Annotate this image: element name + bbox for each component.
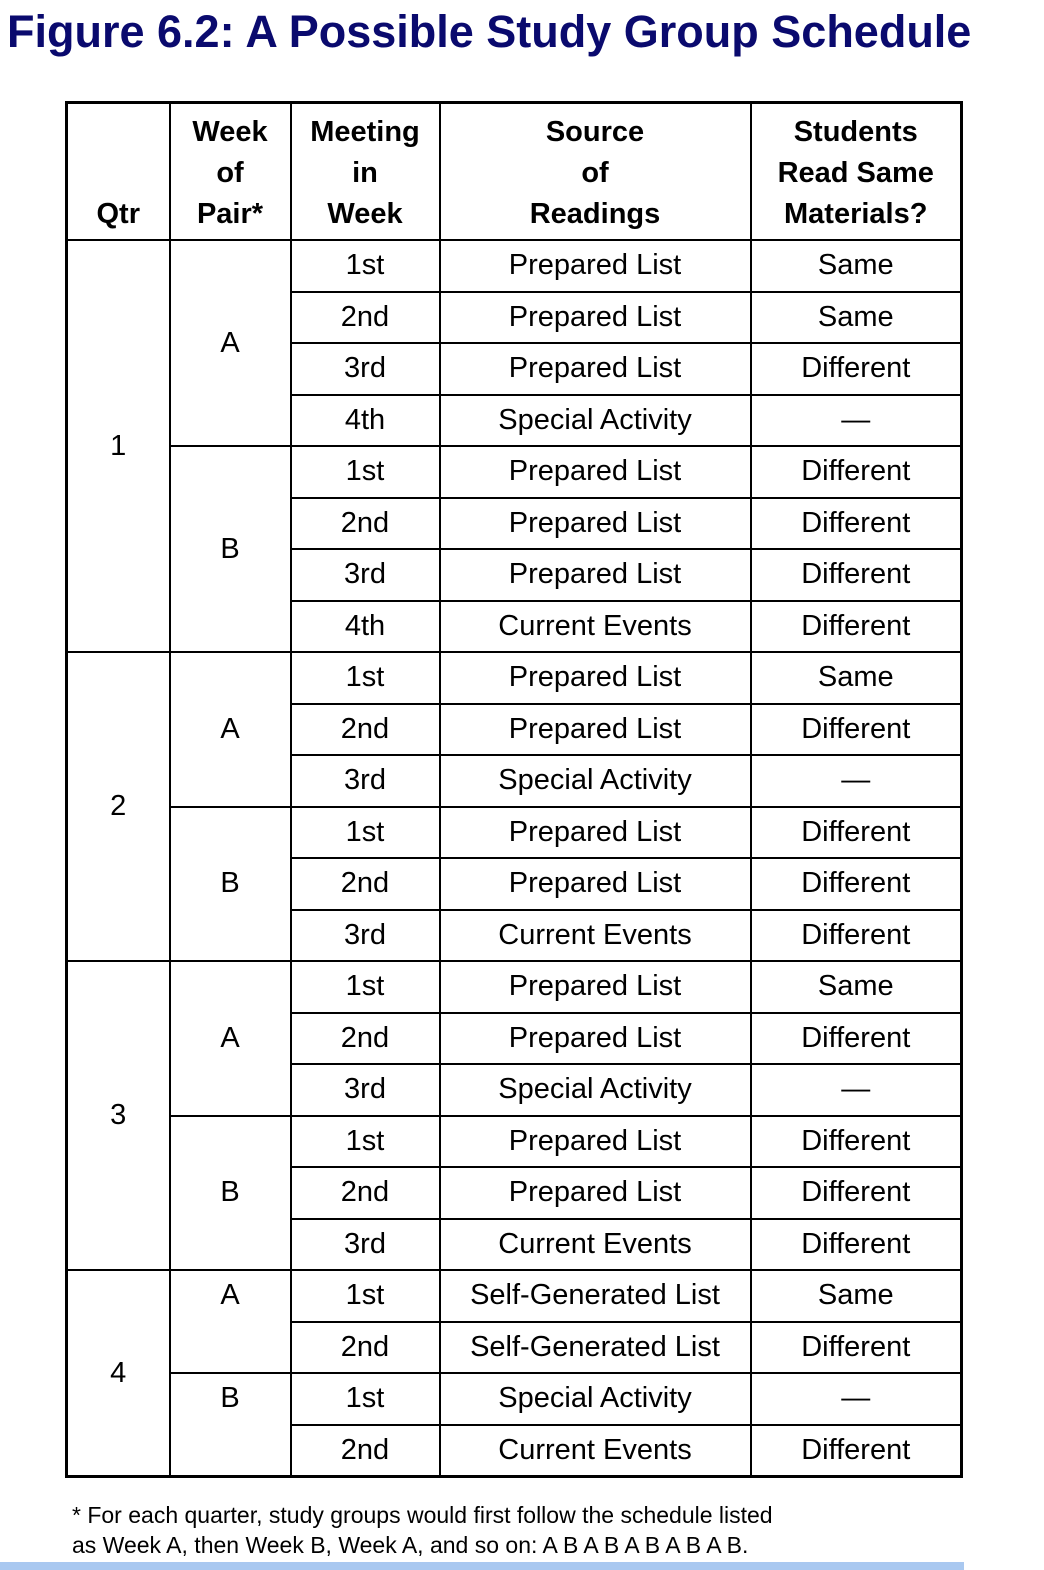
week-of-pair-cell: B [170,446,291,652]
meeting-cell: 1st [291,1270,440,1322]
meeting-cell: 3rd [291,343,440,395]
meeting-cell: 4th [291,601,440,653]
header-meeting-in-week: Meeting in Week [291,103,440,241]
meeting-cell: 3rd [291,910,440,962]
source-cell: Prepared List [440,292,751,344]
table-row [67,1270,962,1322]
meeting-cell: 4th [291,395,440,447]
meeting-cell: 2nd [291,858,440,910]
table-row [67,1116,962,1168]
meeting-cell: 2nd [291,498,440,550]
week-of-pair-cell: A [170,652,291,807]
source-cell: Prepared List [440,498,751,550]
same-materials-cell: Different [751,858,962,910]
source-cell: Special Activity [440,395,751,447]
quarter-cell: 1 [67,240,170,652]
table-row [67,807,962,859]
same-materials-cell: — [751,1064,962,1116]
meeting-cell: 1st [291,1116,440,1168]
bottom-bar [0,1562,964,1570]
week-of-pair-cell: B [170,807,291,962]
source-cell: Prepared List [440,343,751,395]
meeting-cell: 2nd [291,1013,440,1065]
same-materials-cell: Different [751,1167,962,1219]
same-materials-cell: — [751,1373,962,1425]
meeting-cell: 2nd [291,1425,440,1477]
same-materials-cell: Different [751,910,962,962]
meeting-cell: 1st [291,807,440,859]
source-cell: Self-Generated List [440,1322,751,1374]
header-qtr: Qtr [67,103,170,241]
same-materials-cell: Different [751,807,962,859]
quarter-cell: 2 [67,652,170,961]
table-row [67,1373,962,1425]
meeting-cell: 2nd [291,1167,440,1219]
week-of-pair-cell: A [170,961,291,1116]
meeting-cell: 3rd [291,549,440,601]
header-row [67,103,962,241]
source-cell: Prepared List [440,446,751,498]
source-cell: Special Activity [440,755,751,807]
source-cell: Prepared List [440,1167,751,1219]
meeting-cell: 3rd [291,1219,440,1271]
meeting-cell: 1st [291,652,440,704]
week-of-pair-cell: B [170,1373,291,1477]
table-row [67,652,962,704]
header-week-of-pair: Week of Pair* [170,103,291,241]
source-cell: Special Activity [440,1064,751,1116]
same-materials-cell: Different [751,1322,962,1374]
header-source-of-readings: Source of Readings [440,103,751,241]
same-materials-cell: Different [751,343,962,395]
table-row [67,446,962,498]
meeting-cell: 1st [291,961,440,1013]
source-cell: Prepared List [440,961,751,1013]
week-of-pair-cell: A [170,240,291,446]
footnote-line: * For each quarter, study groups would first follow the schedule listed [72,1502,773,1528]
quarter-cell: 3 [67,961,170,1270]
footnote [72,1500,773,1560]
meeting-cell: 1st [291,446,440,498]
table-row [67,240,962,292]
same-materials-cell: Different [751,498,962,550]
source-cell: Current Events [440,1425,751,1477]
table-row [67,961,962,1013]
same-materials-cell: Same [751,1270,962,1322]
figure-title: Figure 6.2: A Possible Study Group Schedule [7,6,972,57]
source-cell: Prepared List [440,807,751,859]
meeting-cell: 2nd [291,704,440,756]
same-materials-cell: Different [751,446,962,498]
same-materials-cell: Same [751,961,962,1013]
meeting-cell: 1st [291,1373,440,1425]
source-cell: Current Events [440,910,751,962]
source-cell: Self-Generated List [440,1270,751,1322]
same-materials-cell: Different [751,549,962,601]
header-students-read-same: Students Read Same Materials? [751,103,962,241]
source-cell: Prepared List [440,858,751,910]
source-cell: Prepared List [440,704,751,756]
same-materials-cell: Same [751,652,962,704]
schedule-body [67,240,962,1477]
schedule-table [65,101,963,1478]
source-cell: Special Activity [440,1373,751,1425]
source-cell: Prepared List [440,1116,751,1168]
same-materials-cell: Different [751,601,962,653]
meeting-cell: 3rd [291,755,440,807]
same-materials-cell: Different [751,1219,962,1271]
week-of-pair-cell: A [170,1270,291,1373]
same-materials-cell: — [751,395,962,447]
source-cell: Current Events [440,601,751,653]
quarter-cell: 4 [67,1270,170,1477]
same-materials-cell: Different [751,1116,962,1168]
week-of-pair-cell: B [170,1116,291,1271]
same-materials-cell: Same [751,240,962,292]
meeting-cell: 2nd [291,1322,440,1374]
same-materials-cell: — [751,755,962,807]
same-materials-cell: Different [751,1013,962,1065]
meeting-cell: 2nd [291,292,440,344]
source-cell: Prepared List [440,652,751,704]
meeting-cell: 3rd [291,1064,440,1116]
source-cell: Current Events [440,1219,751,1271]
same-materials-cell: Same [751,292,962,344]
source-cell: Prepared List [440,549,751,601]
footnote-line: as Week A, then Week B, Week A, and so on: A B A B A B A B A B. [72,1532,749,1558]
meeting-cell: 1st [291,240,440,292]
source-cell: Prepared List [440,1013,751,1065]
same-materials-cell: Different [751,704,962,756]
same-materials-cell: Different [751,1425,962,1477]
source-cell: Prepared List [440,240,751,292]
